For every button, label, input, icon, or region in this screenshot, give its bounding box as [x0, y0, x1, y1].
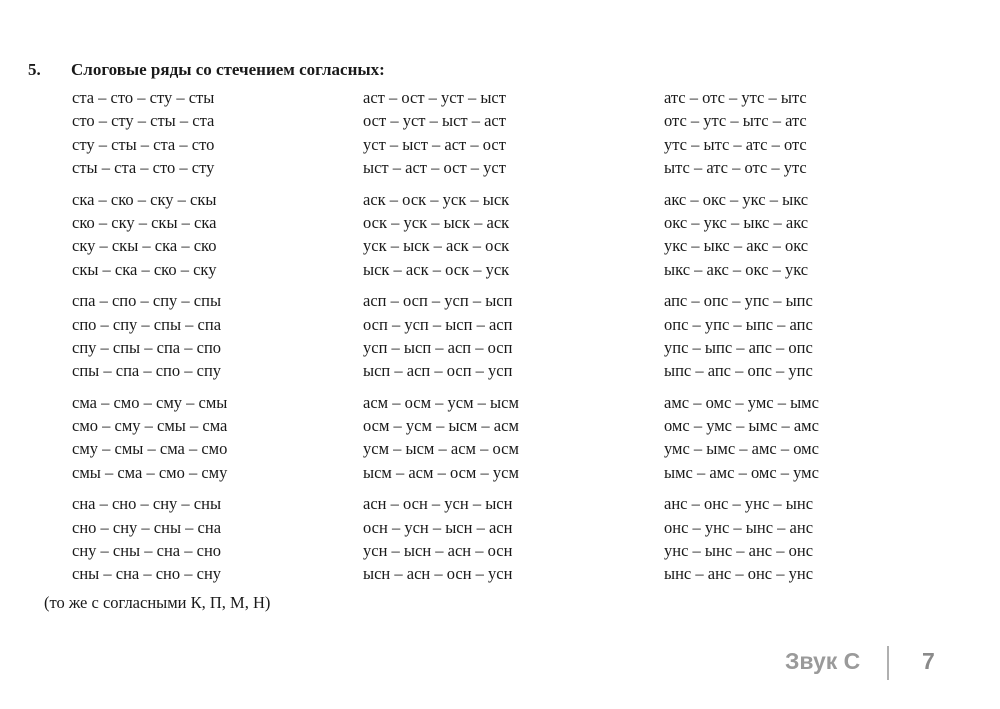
footer-section-title: Звук С — [785, 648, 861, 674]
syllable-row: сты – ста – сто – сту — [72, 158, 215, 178]
syllable-row: умс – ымс – амс – омс — [664, 439, 819, 459]
syllable-row: ысн – асн – осн – усн — [363, 564, 513, 584]
syllable-row: спа – спо – спу – спы — [72, 291, 222, 311]
syllable-column-3 — [664, 86, 819, 586]
syllable-row: ысп – асп – осп – усп — [363, 361, 513, 381]
exercise-note: (то же с согласными К, П, М, Н) — [44, 593, 271, 612]
syllable-row: ста – сто – сту – сты — [72, 88, 215, 107]
syllable-group — [72, 289, 227, 383]
syllable-row: спу – спы – спа – спо — [72, 337, 222, 357]
syllable-row: спо – спу – спы – спа — [72, 314, 222, 334]
syllable-row: сто – сту – сты – ста — [72, 111, 215, 131]
syllable-row: осн – усн – ысн – асн — [363, 517, 513, 537]
syllable-row: упс – ыпс – апс – опс — [664, 337, 813, 357]
syllable-row: ыск – аск – оск – уск — [363, 259, 510, 279]
syllable-row: осп – усп – ысп – асп — [363, 314, 513, 334]
syllable-row: сну – сны – сна – сно — [72, 541, 222, 561]
syllable-group — [72, 492, 227, 586]
syllable-row: онс – унс – ынс – анс — [664, 517, 814, 537]
syllable-row: оск – уск – ыск – аск — [363, 212, 510, 232]
syllable-group — [72, 391, 227, 485]
syllable-row: аст – ост – уст – ыст — [363, 88, 506, 107]
syllable-row: ытс – атс – отс – утс — [664, 158, 807, 178]
syllable-row: ост – уст – ыст – аст — [363, 111, 506, 131]
syllable-row: смо – сму – смы – сма — [72, 416, 228, 436]
syllable-group — [363, 289, 519, 383]
syllable-group — [664, 86, 819, 180]
syllable-group — [664, 391, 819, 485]
syllable-row: окс – укс – ыкс – акс — [664, 212, 809, 232]
syllable-group — [72, 86, 227, 180]
syllable-row: ско – ску – скы – ска — [72, 212, 217, 232]
syllable-row: унс – ынс – анс – онс — [664, 541, 814, 561]
syllable-row: амс – омс – умс – ымс — [664, 392, 819, 412]
exercise-title: Слоговые ряды со стечением согласных: — [71, 60, 385, 79]
syllable-row: укс – ыкс – акс – окс — [664, 236, 809, 256]
syllable-row: анс – онс – унс – ынс — [664, 494, 814, 514]
syllable-row: сма – смо – сму – смы — [72, 392, 228, 412]
syllable-column-1 — [72, 86, 227, 586]
syllable-row: атс – отс – утс – ытс — [664, 88, 807, 107]
syllable-row: скы – ска – ско – ску — [72, 259, 217, 279]
syllable-row: асн – осн – усн – ысн — [363, 494, 513, 514]
syllable-row: апс – опс – упс – ыпс — [664, 291, 813, 311]
syllable-row: омс – умс – ымс – амс — [664, 416, 819, 436]
syllable-row: ынс – анс – онс – унс — [664, 564, 814, 584]
syllable-row: сму – смы – сма – смо — [72, 439, 228, 459]
syllable-group — [664, 188, 819, 282]
syllable-row: усп – ысп – асп – осп — [363, 337, 513, 357]
syllable-row: ыкс – акс – окс – укс — [664, 259, 809, 279]
syllable-row: смы – сма – смо – сму — [72, 462, 228, 482]
syllable-row: ска – ско – ску – скы — [72, 189, 217, 209]
syllable-row: аск – оск – уск – ыск — [363, 189, 510, 209]
exercise-number: 5. — [28, 60, 41, 79]
syllable-row: уск – ыск – аск – оск — [363, 236, 510, 256]
syllable-row: отс – утс – ытс – атс — [664, 111, 807, 131]
syllable-group — [363, 492, 519, 586]
syllable-group — [72, 188, 227, 282]
syllable-row: ымс – амс – омс – умс — [664, 462, 819, 482]
syllable-row: сно – сну – сны – сна — [72, 517, 222, 537]
syllable-column-2 — [363, 86, 519, 586]
syllable-row: ысм – асм – осм – усм — [363, 462, 519, 482]
syllable-row: опс – упс – ыпс – апс — [664, 314, 813, 334]
syllable-row: ыст – аст – ост – уст — [363, 158, 506, 178]
syllable-row: асп – осп – усп – ысп — [363, 291, 513, 311]
syllable-row: сны – сна – сно – сну — [72, 564, 222, 584]
footer-divider — [887, 646, 889, 680]
syllable-row: осм – усм – ысм – асм — [363, 416, 519, 436]
syllable-row: усн – ысн – асн – осн — [363, 541, 513, 561]
syllable-row: спы – спа – спо – спу — [72, 361, 222, 381]
syllable-row: усм – ысм – асм – осм — [363, 439, 519, 459]
syllable-row: ску – скы – ска – ско — [72, 236, 217, 256]
syllable-row: сна – сно – сну – сны — [72, 494, 222, 514]
syllable-row: ыпс – апс – опс – упс — [664, 361, 813, 381]
page-number: 7 — [922, 648, 935, 674]
syllable-group — [363, 86, 519, 180]
syllable-group — [664, 492, 819, 586]
syllable-row: утс – ытс – атс – отс — [664, 134, 807, 154]
syllable-row: уст – ыст – аст – ост — [363, 134, 506, 154]
syllable-group — [363, 188, 519, 282]
syllable-group — [664, 289, 819, 383]
syllable-group — [363, 391, 519, 485]
syllable-row: асм – осм – усм – ысм — [363, 392, 519, 412]
syllable-row: сту – сты – ста – сто — [72, 134, 215, 154]
syllable-row: акс – окс – укс – ыкс — [664, 189, 809, 209]
